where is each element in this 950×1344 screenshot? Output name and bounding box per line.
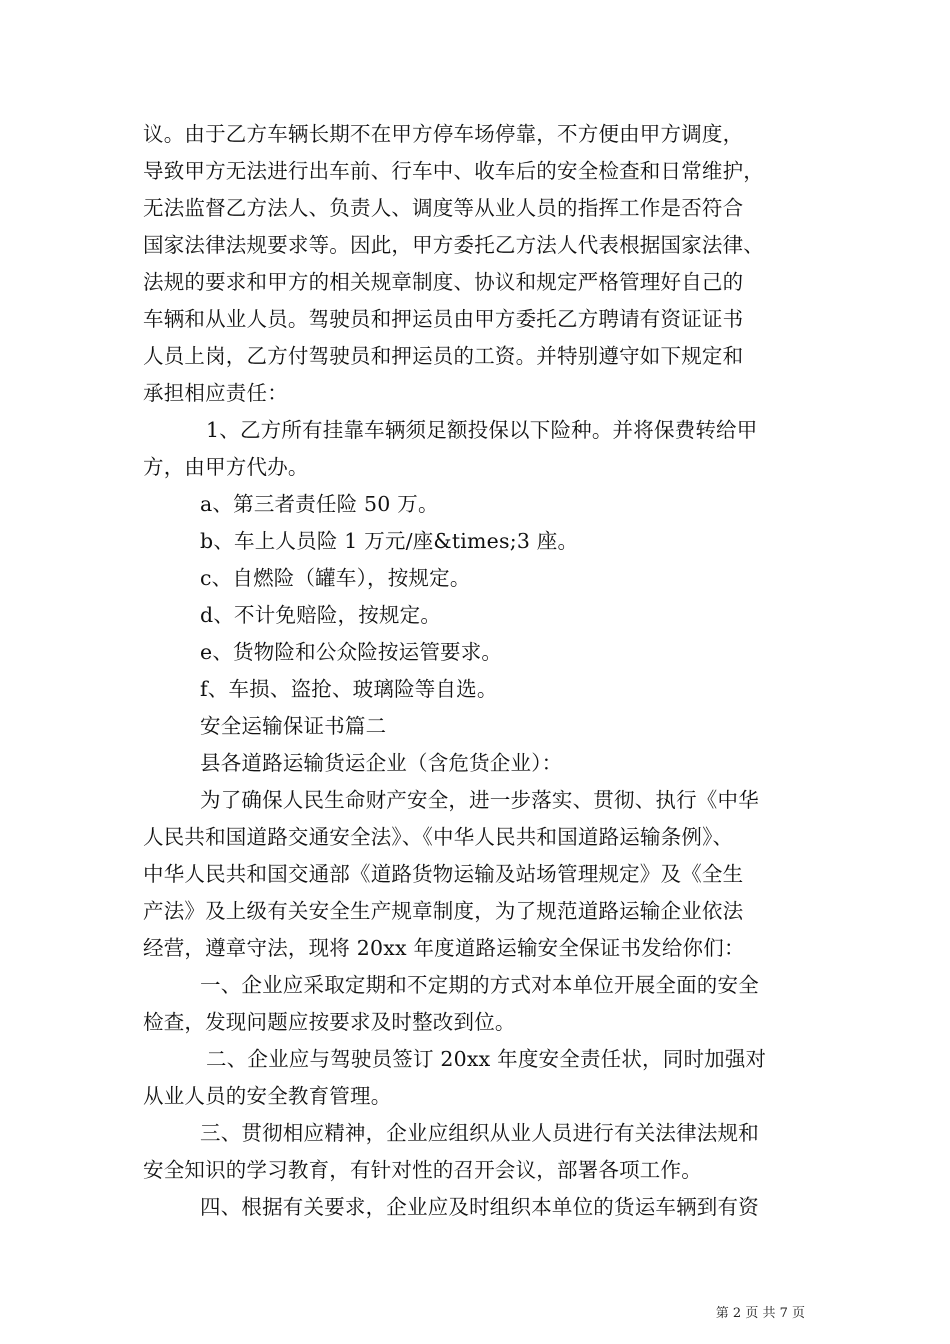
text-line: 人员上岗，乙方付驾驶员和押运员的工资。并特别遵守如下规定和 bbox=[143, 344, 744, 368]
text-line: 车辆和从业人员。驾驶员和押运员由甲方委托乙方聘请有资证证书 bbox=[143, 307, 744, 331]
text-line: 为了确保人民生命财产安全，进一步落实、贯彻、执行《中华 bbox=[200, 788, 759, 812]
section-heading: 安全运输保证书篇二 bbox=[200, 714, 387, 738]
text-line: 三、贯彻相应精神，企业应组织从业人员进行有关法律法规和 bbox=[200, 1121, 759, 1145]
text-line: 产法》及上级有关安全生产规章制度，为了规范道路运输企业依法 bbox=[143, 899, 744, 923]
text-line: 安全知识的学习教育，有针对性的召开会议，部署各项工作。 bbox=[143, 1158, 702, 1182]
list-item: f、车损、盗抢、玻璃险等自选。 bbox=[200, 677, 498, 701]
text-line: 四、根据有关要求，企业应及时组织本单位的货运车辆到有资 bbox=[200, 1195, 759, 1219]
text-line: 方，由甲方代办。 bbox=[143, 455, 309, 479]
text-line: 国家法律法规要求等。因此，甲方委托乙方法人代表根据国家法律、 bbox=[143, 233, 764, 257]
text-line: 法规的要求和甲方的相关规章制度、协议和规定严格管理好自己的 bbox=[143, 270, 744, 294]
text-line: 人民共和国道路交通安全法》、《中华人民共和国道路运输条例》、 bbox=[143, 825, 734, 849]
text-line: 一、企业应采取定期和不定期的方式对本单位开展全面的安全 bbox=[200, 973, 759, 997]
text-line: 导致甲方无法进行出车前、行车中、收车后的安全检查和日常维护， bbox=[143, 159, 764, 183]
text-line: 从业人员的安全教育管理。 bbox=[143, 1084, 392, 1108]
list-item: a、第三者责任险 50 万。 bbox=[200, 492, 439, 516]
list-item: e、货物险和公众险按运管要求。 bbox=[200, 640, 503, 664]
body-text bbox=[143, 116, 808, 1226]
text-line: 承担相应责任： bbox=[143, 381, 288, 405]
list-item: d、不计免赔险，按规定。 bbox=[200, 603, 442, 627]
text-line: 二、企业应与驾驶员签订 20xx 年度安全责任状，同时加强对 bbox=[206, 1047, 767, 1071]
text-line: 议。由于乙方车辆长期不在甲方停车场停靠，不方便由甲方调度， bbox=[143, 122, 744, 146]
list-item: b、车上人员险 1 万元/座&times;3 座。 bbox=[200, 529, 579, 553]
salutation: 县各道路运输货运企业（含危货企业）： bbox=[200, 751, 563, 775]
page-number: 第 2 页 共 7 页 bbox=[715, 1306, 805, 1321]
text-line: 无法监督乙方法人、负责人、调度等从业人员的指挥工作是否符合 bbox=[143, 196, 744, 220]
text-line: 1、乙方所有挂靠车辆须足额投保以下险种。并将保费转给甲 bbox=[206, 418, 758, 442]
list-item: c、自燃险（罐车），按规定。 bbox=[200, 566, 471, 590]
text-line: 经营，遵章守法，现将 20xx 年度道路运输安全保证书发给你们： bbox=[143, 936, 745, 960]
text-line: 中华人民共和国交通部《道路货物运输及站场管理规定》及《全生 bbox=[143, 862, 744, 886]
text-line: 检查，发现问题应按要求及时整改到位。 bbox=[143, 1010, 516, 1034]
